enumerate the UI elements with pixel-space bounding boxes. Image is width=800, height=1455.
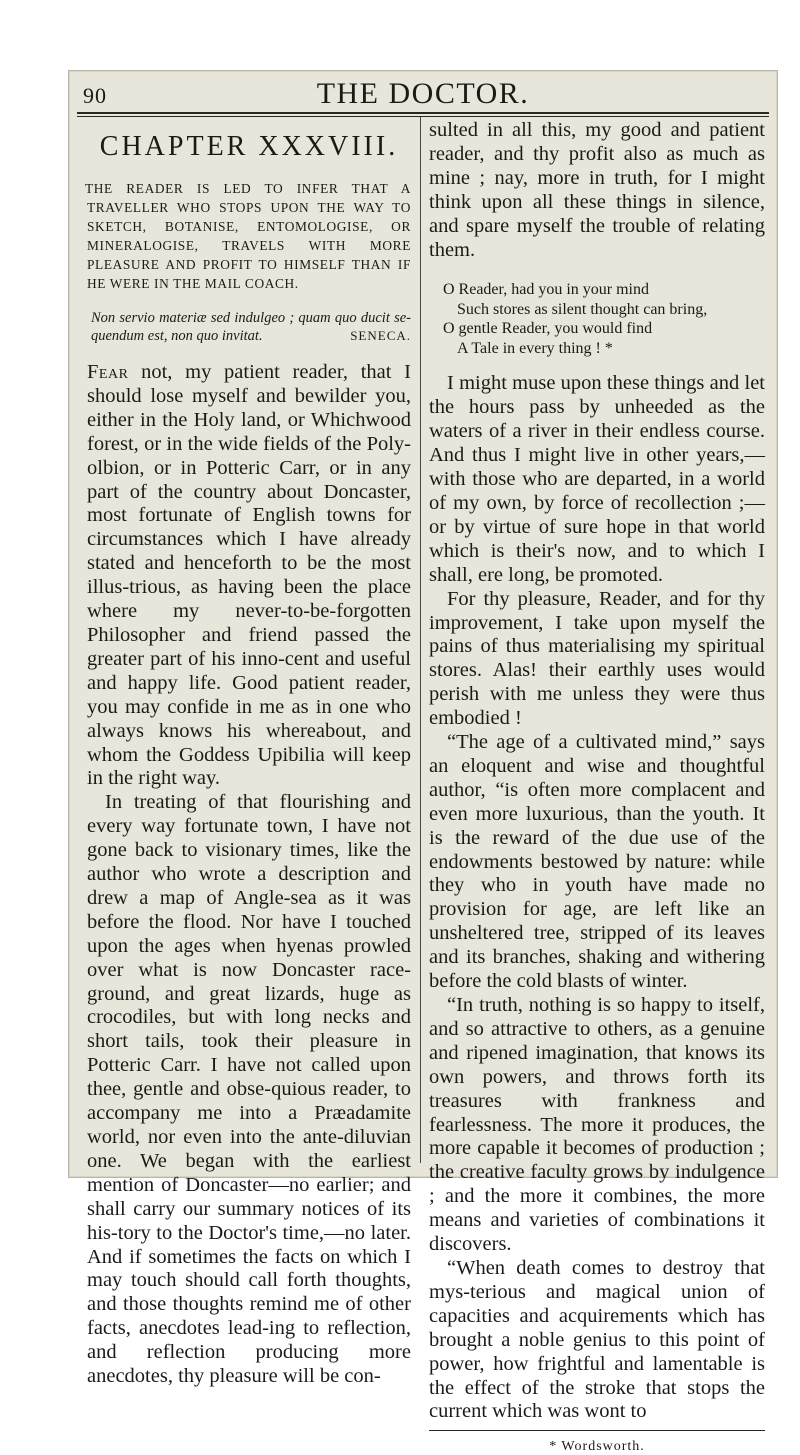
paragraph (87, 361, 411, 791)
footnote-rule (429, 1430, 765, 1431)
paragraph: “The age of a cultivated mind,” says an eloquent and wise and thoughtful author, “is often more complacent and even more luxurious, than the youth. It is the reward of the due use of the endowments bestowed by nature: while they who in youth have made no provision for age, are left like an unsheltered tree, stripped of its leaves and its branches, shaking and withering before the cold blasts of winter. (429, 731, 765, 993)
right-body-text (429, 119, 765, 262)
right-body-text-2 (429, 372, 765, 1424)
paragraph: For thy pleasure, Reader, and for thy improvement, I take upon myself the pains of thus materialising my spiritual stores. Alas! their earthly uses would perish with me unless they were thus embodied ! (429, 587, 765, 730)
column-divider (420, 117, 421, 1163)
left-body-text (87, 361, 411, 1389)
page-number: 90 (83, 83, 107, 108)
epigraph-attribution: SENECA. (350, 328, 411, 343)
paragraph: “In truth, nothing is so happy to itself, and so attractive to others, as a genuine and ripened imagination, that knows its own powers, and throws forth its treasures with frankness and fearlessness. The more it produces, the more capable it becomes of production ; the creative faculty grows by indulgence ; and the more it combines, the more means and varieties of combinations it discovers. (429, 994, 765, 1256)
poem-line: Such stores as silent thought can bring, (457, 300, 708, 318)
paragraph-text: not, my patient reader, that I should lose myself and bewilder you, either in the Holy land, or Whichwood forest, or in the wide fields of the Poly-olbion, or in Potteric Carr, or in any part of the country about Doncaster, most fortunate of English towns for circumstances which I have already stated and henceforth to be the most illus-trious, as having been the place where my never-to-be-forgotten Philosopher and friend passed the greater part of his inno-cent and useful and happy life. Good patient reader, you may confide in me as in one who always knows his whereabout, and whom the Goddess Upibilia will keep in the right way. (87, 361, 411, 790)
poem-line: A Tale in every thing ! * (457, 339, 613, 357)
chapter-heading: THE READER IS LED TO INFER THAT A TRAVELLER WHO STOPS UPON THE WAY TO SKETCH, BOTANISE, ENTOMOLOGISE, OR MINERALOGISE, TRAVELS WITH MORE PLEASURE AND PROFIT TO HIMSELF THAN IF HE WERE IN THE MAIL COACH. (85, 181, 411, 291)
header-rule (77, 112, 769, 114)
epigraph-text: Non servio materiæ sed indulgeo ; quam quo ducit se-quendum est, non quo invitat. (91, 310, 411, 344)
paragraph: “When death comes to destroy that mys-terious and magical union of capacities and acquirements which has brought a noble genius to this point of power, how frightful and lamentable is the effect of the stroke that stops the current which was wont to (429, 1256, 765, 1423)
poem-line: O Reader, had you in your mind (443, 281, 649, 299)
paragraph: In treating of that flourishing and every way fortunate town, I have not gone back to visionary times, like the author who wrote a description and drew a map of Angle-sea as it was before the flood. Nor have I touched upon the ages when hyenas prowled over what is now Doncaster race-ground, and great lizards, huge as crocodiles, but with long necks and short tails, took their pleasure in Potteric Carr. I have not called upon thee, gentle and obse-quious reader, to accompany me into a Præadamite world, nor even into the ante-diluvian one. We began with the earliest mention of Doncaster—no earlier; and shall carry our summary notices of its his-tory to the Doctor's time,—no later. And if sometimes the facts on which I may touch should call forth thoughts, and those thoughts remind me of other facts, anecdotes lead-ing to reflection, and reflection producing more anecdotes, thy pleasure will be con- (87, 791, 411, 1388)
right-column (429, 119, 765, 1455)
header-rule-thin (77, 116, 769, 117)
footnote: * Wordsworth. (549, 1439, 645, 1455)
drop-word: Fear (87, 361, 129, 383)
page-header (69, 75, 777, 115)
paragraph: I might muse upon these things and let the hours pass by unheeded as the waters of a river in their endless course. And thus I might live in other years,—with those who are departed, in a world of my own, by force of recollection ;—or by virtue of sure hope in that world which is their's now, and to which I shall, ere long, be promoted. (429, 372, 765, 586)
epigraph (91, 309, 411, 345)
running-head: THE DOCTOR. (316, 77, 530, 110)
book-page (68, 70, 778, 1455)
poem-quotation (443, 280, 765, 358)
chapter-title: CHAPTER XXXVIII. (99, 131, 399, 162)
paragraph-continued: sulted in all this, my good and patient reader, and thy profit also as much as mine ; nay, more in truth, for I might think upon all these things in silence, and spare myself the trouble of relating them. (429, 119, 765, 261)
left-column (87, 119, 411, 1389)
poem-line: O gentle Reader, you would find (443, 320, 653, 338)
